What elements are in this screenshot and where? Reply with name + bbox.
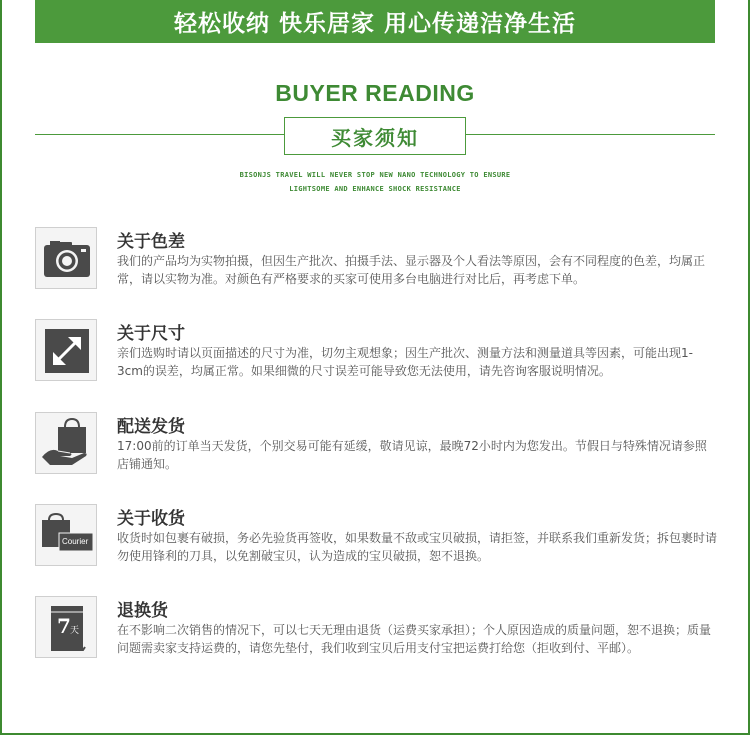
item-text: 17:00前的订单当天发货，个别交易可能有延缓，敬请见谅，最晚72小时内为您发出。节假日与特殊情况请参照店铺通知。 (117, 439, 707, 471)
tagline-line-1: BISONJS TRAVEL WILL NEVER STOP NEW NANO TECHNOLOGY TO ENSURE (239, 171, 511, 179)
item-title: 退换货 (117, 601, 168, 621)
courier-label: Courier (62, 537, 89, 546)
buyer-reading-heading: BUYER READING (275, 80, 475, 106)
courier-bag-icon (35, 504, 97, 566)
top-banner (35, 0, 715, 43)
item-text: 亲们选购时请以页面描述的尺寸为准，切勿主观想象；因生产批次、测量方法和测量道具等因素，可能出现1-3cm的误差，均属正常。如果细微的尺寸误差可能导致您无法使用，请先咨询客服说明情况。 (117, 346, 693, 378)
calendar-number: 7 (57, 614, 71, 638)
resize-arrow-icon (35, 319, 97, 381)
divider-right (466, 134, 715, 135)
calendar-unit: 天 (70, 626, 80, 636)
seven-day-calendar-icon (35, 596, 97, 658)
item-text: 在不影响二次销售的情况下，可以七天无理由退货（运费买家承担）；个人原因造成的质量问题，恕不退换；质量问题需卖家支持运费的，请您先垫付，我们收到宝贝后用支付宝把运费打给您（拒收到付、平邮）。 (117, 623, 712, 655)
banner-text: 轻松收纳 快乐居家 用心传递洁净生活 (173, 11, 576, 37)
tagline-line-2: LIGHTSOME AND ENHANCE SHOCK RESISTANCE (289, 185, 461, 193)
item-title: 关于收货 (117, 509, 185, 529)
item-title: 关于尺寸 (117, 324, 185, 344)
item-text: 我们的产品均为实物拍摄，但因生产批次、拍摄手法、显示器及个人看法等原因，会有不同程度的色差，均属正常，请以实物为准。对颜色有严格要求的买家可使用多台电脑进行对比后，再考虑下单。 (117, 254, 706, 286)
divider-left (35, 134, 285, 135)
section-title (284, 117, 466, 155)
item-text: 收货时如包裹有破损，务必先验货再签收，如果数量不敌或宝贝破损，请拒签，并联系我们重新发货；拆包裹时请勿使用锋利的刀具，以免割破宝贝，认为造成的宝贝破损，恕不退换。 (117, 531, 718, 563)
item-title: 配送发货 (117, 417, 185, 437)
item-title: 关于色差 (117, 232, 185, 252)
shopping-bag-hand-icon (35, 412, 97, 474)
camera-icon (35, 227, 97, 289)
section-title-text: 买家须知 (331, 125, 419, 150)
